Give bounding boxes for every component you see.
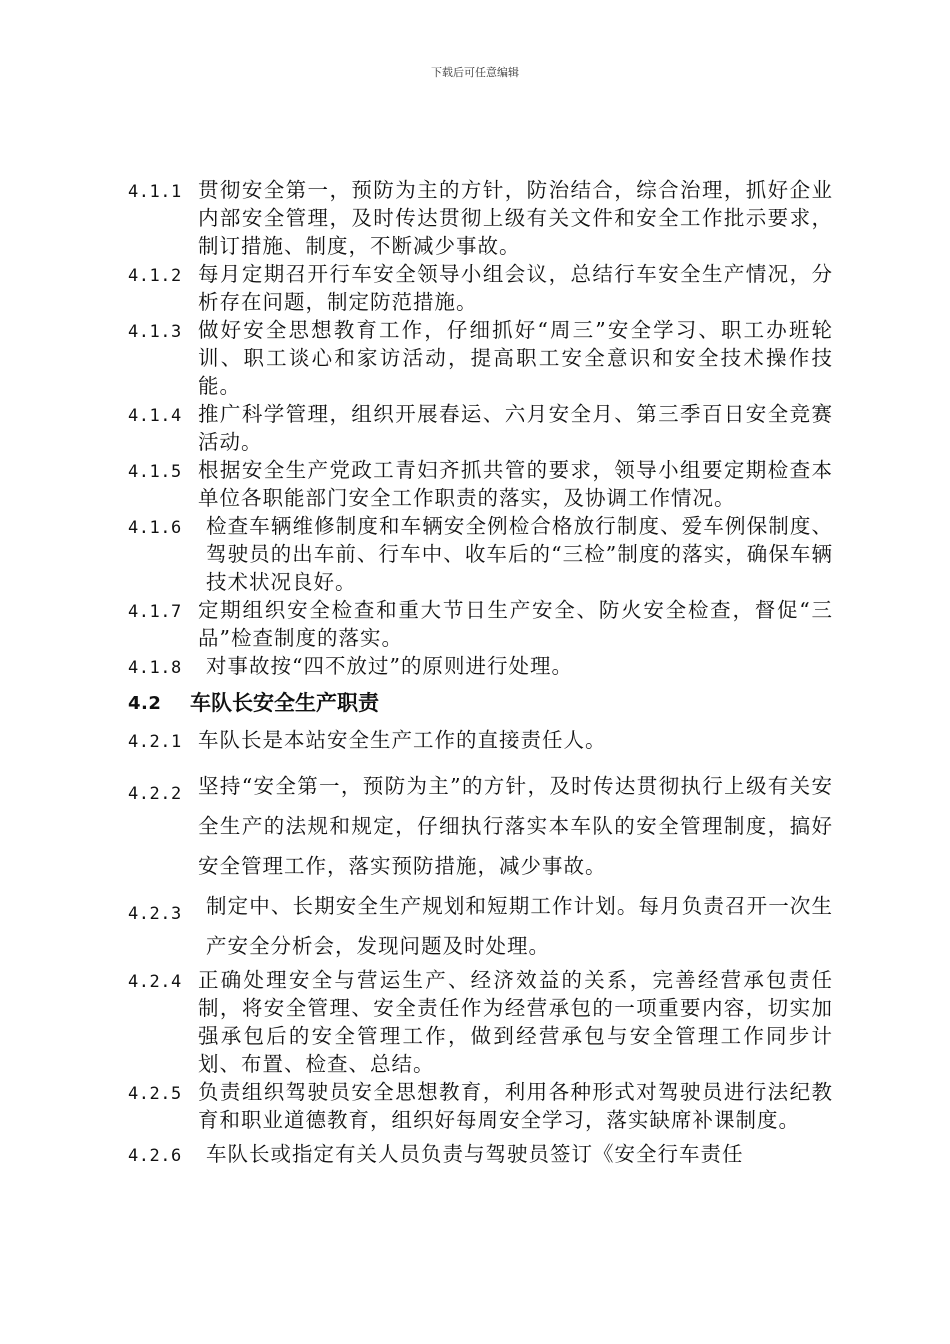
clause-text: 坚持“安全第一，预防为主”的方针，及时传达贯彻执行上级有关安全生产的法规和规定，仔细执行落实本车队的安全管理制度，搞好安全管理工作，落实预防措施，减少事故。 xyxy=(198,774,833,878)
clause-4-1-4 xyxy=(128,400,833,456)
clause-4-1-5 xyxy=(128,456,833,512)
clause-number: 4.1.6 xyxy=(128,518,182,538)
clause-text: 负责组织驾驶员安全思想教育，利用各种形式对驾驶员进行法纪教育和职业道德教育，组织好每周安全学习，落实缺席补课制度。 xyxy=(198,1080,833,1132)
clause-4-2-6 xyxy=(128,1140,833,1170)
clause-text: 根据安全生产党政工青妇齐抓共管的要求，领导小组要定期检查本单位各职能部门安全工作职责的落实，及协调工作情况。 xyxy=(198,458,833,510)
clause-4-1-6 xyxy=(128,512,833,596)
clause-number: 4.1.8 xyxy=(128,658,182,678)
clause-text: 对事故按“四不放过”的原则进行处理。 xyxy=(206,654,573,678)
clause-text: 车队长是本站安全生产工作的直接责任人。 xyxy=(198,728,607,752)
clause-4-2-1 xyxy=(128,726,833,756)
clause-number: 4.2.2 xyxy=(128,784,182,804)
page-header-caption: 下载后可任意编辑 xyxy=(431,66,519,79)
clause-4-1-2 xyxy=(128,260,833,316)
clause-number: 4.1.5 xyxy=(128,462,182,482)
clause-number: 4.2.3 xyxy=(128,904,182,924)
clause-number: 4.1.7 xyxy=(128,602,182,622)
clause-text: 检查车辆维修制度和车辆安全例检合格放行制度、爱车例保制度、驾驶员的出车前、行车中、收车后的“三检”制度的落实，确保车辆技术状况良好。 xyxy=(206,514,833,594)
clause-4-1-3 xyxy=(128,316,833,400)
clause-number: 4.2.1 xyxy=(128,732,182,752)
clause-text: 贯彻安全第一，预防为主的方针，防治结合，综合治理，抓好企业内部安全管理，及时传达贯彻上级有关文件和安全工作批示要求，制订措施、制度，不断减少事故。 xyxy=(198,178,833,258)
clause-number: 4.1.4 xyxy=(128,406,182,426)
section-number: 4.2 xyxy=(128,693,162,714)
clause-number: 4.1.3 xyxy=(128,322,182,342)
clause-text: 每月定期召开行车安全领导小组会议，总结行车安全生产情况，分析存在问题，制定防范措施。 xyxy=(198,262,833,314)
clause-text: 推广科学管理，组织开展春运、六月安全月、第三季百日安全竞赛活动。 xyxy=(198,402,833,454)
document-body xyxy=(128,176,833,1170)
clause-4-2-5 xyxy=(128,1078,833,1134)
clause-number: 4.2.6 xyxy=(128,1146,182,1166)
clause-number: 4.1.1 xyxy=(128,182,182,202)
clause-text: 做好安全思想教育工作，仔细抓好“周三”安全学习、职工办班轮训、职工谈心和家访活动，提高职工安全意识和安全技术操作技能。 xyxy=(198,318,833,398)
clause-number: 4.2.4 xyxy=(128,972,182,992)
section-title: 车队长安全生产职责 xyxy=(190,690,379,715)
clause-text: 制定中、长期安全生产规划和短期工作计划。每月负责召开一次生产安全分析会，发现问题及时处理。 xyxy=(206,894,833,958)
clause-4-2-4 xyxy=(128,966,833,1078)
section-heading-4-2 xyxy=(128,684,833,722)
clause-text: 定期组织安全检查和重大节日生产安全、防火安全检查，督促“三品”检查制度的落实。 xyxy=(198,598,833,650)
clause-number: 4.1.2 xyxy=(128,266,182,286)
clause-4-2-3 xyxy=(128,886,833,966)
clause-text: 车队长或指定有关人员负责与驾驶员签订《安全行车责任 xyxy=(206,1142,744,1166)
clause-text: 正确处理安全与营运生产、经济效益的关系，完善经营承包责任制，将安全管理、安全责任作为经营承包的一项重要内容，切实加强承包后的安全管理工作，做到经营承包与安全管理工作同步计划、布置、检查、总结。 xyxy=(198,968,833,1076)
clause-4-1-7 xyxy=(128,596,833,652)
clause-number: 4.2.5 xyxy=(128,1084,182,1104)
clause-4-2-2 xyxy=(128,766,833,886)
clause-4-1-8 xyxy=(128,652,833,682)
clause-4-1-1 xyxy=(128,176,833,260)
